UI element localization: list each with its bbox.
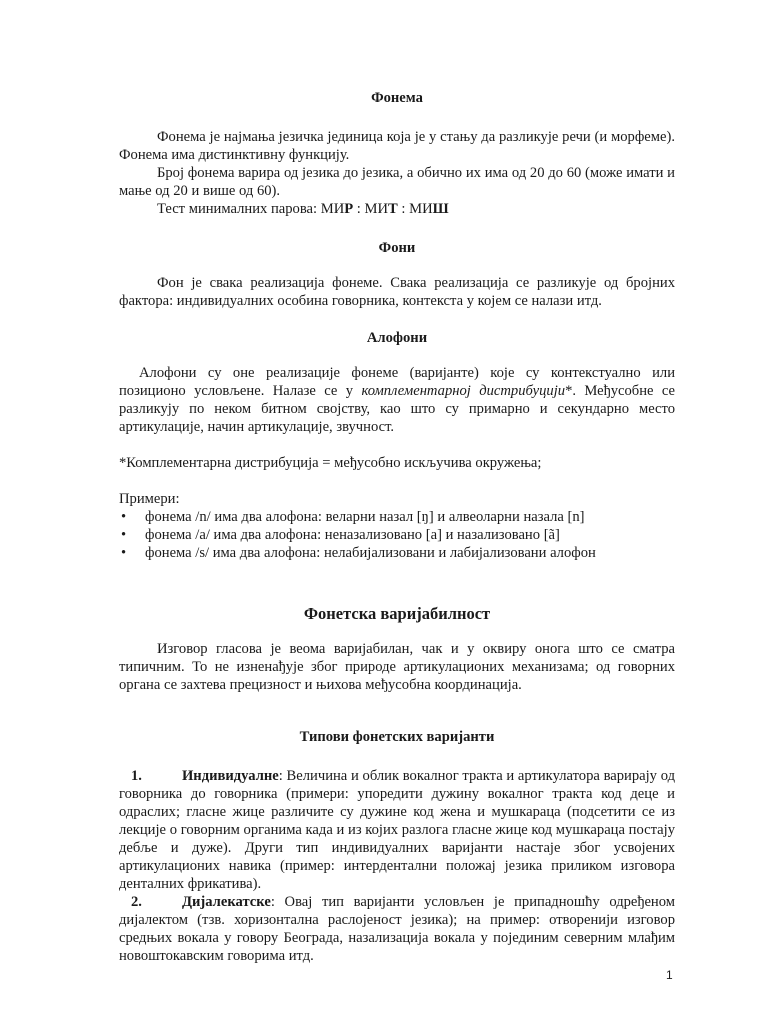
document-page (119, 0, 675, 965)
allophones-paragraph: Алофони су оне реализације фонеме (варијанте) које су контекстуално или позиционо условљене. Налазе се у комплементарној дистрибуцији*. Међусобне се разликују по неком битном својству, као што су примарно и секундарно место артикулације, начин артикулације, звучност. (119, 365, 676, 435)
variability-paragraph: Изговор гласова је веома варијабилан, чак и у оквиру онога што се сматра типичним. То не изненађује због природе артикулационих механизама; од говорних органа се захтева прецизност и њихова међусобна координација. (119, 641, 675, 693)
page-number: 1 (666, 968, 673, 982)
examples-label: Примери: (119, 491, 180, 507)
variant-type-dialect: 2. Дијалекатске: Овај тип варијанти условљен је припадношћу одређеном дијалектом (тзв. хоризонтална раслојеност језика); на пример: отворенији изговор средњих вокала у говору Београда, назализација вокала у појединим северним млађим новоштокавским говорима итд. (119, 894, 675, 964)
minimal-pairs-test: Тест минималних парова: МИР : МИТ : МИШ (157, 201, 449, 217)
section-title-phoneme: Фонема (371, 90, 423, 106)
variant-type-individual: 1. Индивидуалне: Величина и облик вокалног тракта и артикулатора варирају од говорника до говорника (примери: упоредити дужину вокалног тракта код деце и одраслих; гласне жице различите су дужине код жена и мушкараца (подсетити се из лекције о говорним органима када и из којих разлога гласне жице код мушкараца постају дебље и дуже). Други тип индивидуалних варијанти настаје због усвојених артикулационих навика (пример: интердентални положај језика приликом изговора денталних фрикатива). (119, 768, 675, 892)
phoneme-paragraph-2: Број фонема варира од језика до језика, а обично их има од 20 до 60 (може имати и мање од 20 и више од 60). (119, 165, 675, 199)
complementary-distribution-note: *Комплементарна дистрибуција = међусобно искључива окружења; (119, 455, 542, 471)
section-title-phonetic-variability: Фонетска варијабилност (303, 604, 491, 623)
list-item: • фонема /a/ има два алофона: неназализовано [a] и назализовано [ã] (119, 526, 675, 544)
section-title-phones: Фони (378, 240, 416, 256)
phoneme-paragraph-1: Фонема је најмања језичка јединица која је у стању да разликује речи (и морфеме). Фонема има дистинктивну функцију. (119, 129, 675, 163)
examples-list (119, 508, 675, 562)
section-title-allophones: Алофони (366, 330, 428, 346)
list-item: • фонема /n/ има два алофона: веларни назал [ŋ] и алвеоларни назала [n] (119, 508, 675, 526)
phones-paragraph: Фон је свака реализација фонеме. Свака реализација се разликује од бројних фактора: индивидуалних особина говорника, контекста у којем се налази итд. (119, 275, 675, 309)
list-item: • фонема /s/ има два алофона: нелабијализовани и лабијализовани алофон (119, 544, 675, 562)
section-title-variant-types: Типови фонетских варијанти (299, 729, 495, 745)
